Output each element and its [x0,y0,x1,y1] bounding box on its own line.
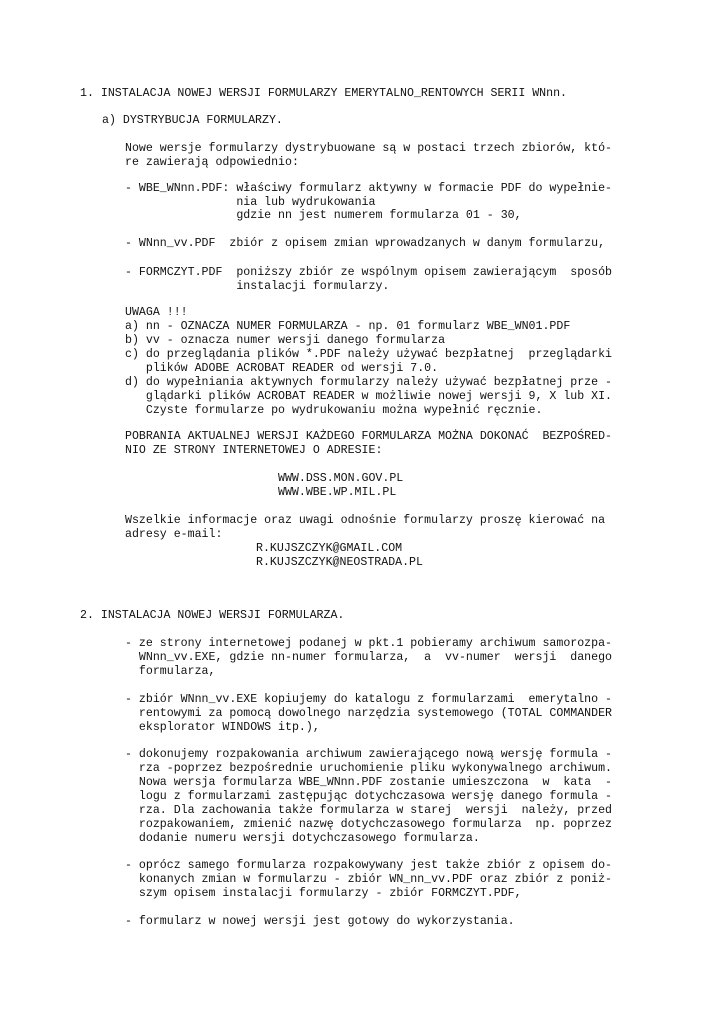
section2-heading: 2. INSTALACJA NOWEJ WERSJI FORMULARZA. [80,609,345,622]
uwaga-line: plików ADOBE ACROBAT READER od wersji 7.0. [125,362,439,375]
step1-line: - ze strony internetowej podanej w pkt.1 pobieramy archiwum samorozpa- [125,637,613,650]
contact-line: Wszelkie informacje oraz uwagi odnośnie formularzy proszę kierować na [125,514,606,527]
pobrania-line: NIO ZE STRONY INTERNETOWEJ O ADRESIE: [125,444,383,457]
step3-line: - dokonujemy rozpakowania archiwum zawierającego nową wersję formula - [125,748,613,761]
step4-line: konanych zmian w formularzu - zbiór WN_nn_vv.PDF oraz zbiór z poniż- [125,873,613,886]
step4-line: szym opisem instalacji formularzy - zbiór FORMCZYT.PDF, [125,887,522,900]
step2-line: eksplorator WINDOWS itp.), [125,721,320,734]
item-formczyt-line: - FORMCZYT.PDF poniższy zbiór ze wspólnym opisem zawierającym sposób [125,266,613,279]
step3-line: rza -poprzez bezpośrednie uruchomienie pliku wykonywalnego archiwum. [125,762,613,775]
uwaga-line: UWAGA !!! [125,306,188,319]
step3-line: rza. Dla zachowania także formularza w starej wersji należy, przed [125,804,613,817]
uwaga-line: glądarki plików ACROBAT READER w możliwie nowej wersji 9, X lub XI. [125,390,613,403]
intro-line: Nowe wersje formularzy dystrybuowane są w postaci trzech zbiorów, któ- [125,142,613,155]
item-vv-line: - WNnn_vv.PDF zbiór z opisem zmian wprowadzanych w danym formularzu, [125,237,606,250]
section1-subheading: a) DYSTRYBUCJA FORMULARZY. [102,114,283,127]
step3-line: logu z formularzami zastępując dotychczasowa wersję danego formula - [125,790,613,803]
step3-line: rozpakowaniem, zmienić nazwę dotychczasowego formularza np. poprzez [125,818,613,831]
contact-line: adresy e-mail: [125,528,223,541]
item-formczyt-line: instalacji formularzy. [125,280,390,293]
intro-line: re zawierają odpowiednio: [125,156,299,169]
pobrania-line: POBRANIA AKTUALNEJ WERSJI KAŻDEGO FORMULARZA MOŻNA DOKONAĆ BEZPOŚRED- [125,430,613,443]
uwaga-line: a) nn - OZNACZA NUMER FORMULARZA - np. 01 formularz WBE_WN01.PDF [125,320,571,333]
item-pdf-line: nia lub wydrukowania [125,196,376,209]
email-link[interactable]: R.KUJSZCZYK@NEOSTRADA.PL [256,556,423,569]
website-link[interactable]: WWW.WBE.WP.MIL.PL [278,486,397,499]
section1-heading: 1. INSTALACJA NOWEJ WERSJI FORMULARZY EMERYTALNO_RENTOWYCH SERII WNnn. [80,87,568,100]
uwaga-line: b) vv - oznacza numer wersji danego formularza [125,334,446,347]
step3-line: dodanie numeru wersji dotychczasowego formularza. [125,832,480,845]
item-pdf-line: - WBE_WNnn.PDF: właściwy formularz aktywny w formacie PDF do wypełnie- [125,182,613,195]
step1-line: formularza, [125,665,216,678]
website-link[interactable]: WWW.DSS.MON.GOV.PL [278,472,404,485]
uwaga-line: d) do wypełniania aktywnych formularzy należy używać bezpłatnej prze - [125,376,613,389]
item-pdf-line: gdzie nn jest numerem formularza 01 - 30, [125,209,522,222]
step4-line: - oprócz samego formularza rozpakowywany jest także zbiór z opisem do- [125,859,613,872]
step3-line: Nowa wersja formularza WBE_WNnn.PDF zostanie umieszczona w kata - [125,776,613,789]
step2-line: - zbiór WNnn_vv.EXE kopiujemy do katalogu z formularzami emerytalno - [125,693,613,706]
email-link[interactable]: R.KUJSZCZYK@GMAIL.COM [256,542,403,555]
step2-line: rentowymi za pomocą dowolnego narzędzia systemowego (TOTAL COMMANDER [125,707,613,720]
uwaga-line: c) do przeglądania plików *.PDF należy używać bezpłatnej przeglądarki [125,348,613,361]
uwaga-line: Czyste formularze po wydrukowaniu można wypełnić ręcznie. [125,404,543,417]
step1-line: WNnn_vv.EXE, gdzie nn-numer formularza, a vv-numer wersji danego [125,651,613,664]
step5-line: - formularz w nowej wersji jest gotowy do wykorzystania. [125,915,515,928]
